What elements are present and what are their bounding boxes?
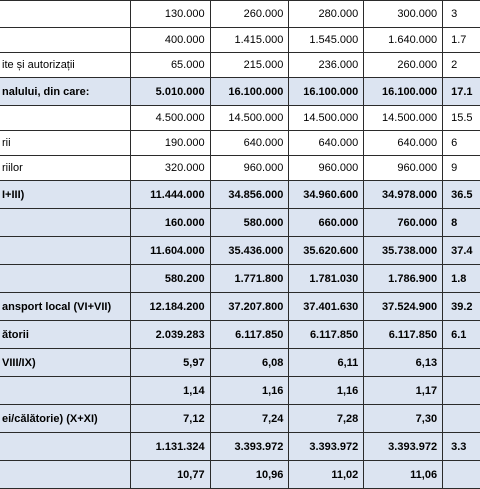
value-cell[interactable]: 37.401.630 xyxy=(289,293,364,321)
value-cell[interactable]: 16.100.000 xyxy=(364,78,443,106)
value-cell[interactable]: 34.978.000 xyxy=(364,181,443,209)
value-cell[interactable]: 6.117.850 xyxy=(364,321,443,349)
value-cell[interactable]: 3 xyxy=(443,1,480,28)
table-row xyxy=(0,28,480,53)
value-cell[interactable]: 11.604.000 xyxy=(130,237,210,265)
value-cell[interactable]: 5.010.000 xyxy=(130,78,210,106)
value-cell[interactable]: 11,02 xyxy=(289,461,364,489)
value-cell[interactable]: 3.3 xyxy=(443,433,480,461)
value-cell[interactable]: 1.781.030 xyxy=(289,265,364,293)
value-cell[interactable]: 39.2 xyxy=(443,293,480,321)
value-cell[interactable]: 11.444.000 xyxy=(130,181,210,209)
value-cell[interactable]: 10,77 xyxy=(130,461,210,489)
value-cell[interactable]: 6.1 xyxy=(443,321,480,349)
table-row xyxy=(0,461,480,489)
value-cell[interactable]: 37.207.800 xyxy=(210,293,289,321)
value-cell[interactable]: 2 xyxy=(443,53,480,78)
row-label-cell[interactable]: riilor xyxy=(0,156,130,181)
value-cell[interactable]: 280.000 xyxy=(289,1,364,28)
row-label-cell[interactable]: ei/călătorie) (X+XI) xyxy=(0,405,130,433)
value-cell[interactable]: 215.000 xyxy=(210,53,289,78)
value-cell[interactable]: 1.786.900 xyxy=(364,265,443,293)
value-cell[interactable]: 8 xyxy=(443,209,480,237)
value-cell[interactable]: 12.184.200 xyxy=(130,293,210,321)
row-label-cell[interactable]: nalului, din care: xyxy=(0,78,130,106)
value-cell[interactable] xyxy=(443,349,480,377)
value-cell[interactable]: 35.436.000 xyxy=(210,237,289,265)
value-cell[interactable]: 16.100.000 xyxy=(210,78,289,106)
row-label-cell[interactable]: ite și autorizații xyxy=(0,53,130,78)
table-row xyxy=(0,321,480,349)
value-cell[interactable]: 7,12 xyxy=(130,405,210,433)
table-row xyxy=(0,209,480,237)
value-cell[interactable]: 760.000 xyxy=(364,209,443,237)
value-cell[interactable]: 400.000 xyxy=(130,28,210,53)
row-label-cell[interactable] xyxy=(0,209,130,237)
value-cell[interactable]: 15.5 xyxy=(443,106,480,131)
value-cell[interactable]: 10,96 xyxy=(210,461,289,489)
value-cell[interactable]: 65.000 xyxy=(130,53,210,78)
value-cell[interactable]: 190.000 xyxy=(130,131,210,156)
table-row xyxy=(0,1,480,28)
table-body xyxy=(0,1,480,489)
row-label-cell[interactable]: VIII/IX) xyxy=(0,349,130,377)
value-cell[interactable]: 3.393.972 xyxy=(364,433,443,461)
value-cell[interactable]: 9 xyxy=(443,156,480,181)
value-cell[interactable]: 1.7 xyxy=(443,28,480,53)
value-cell[interactable]: 36.5 xyxy=(443,181,480,209)
value-cell[interactable]: 7,28 xyxy=(289,405,364,433)
value-cell[interactable]: 960.000 xyxy=(289,156,364,181)
value-cell[interactable]: 580.200 xyxy=(130,265,210,293)
row-label-cell[interactable] xyxy=(0,433,130,461)
value-cell[interactable]: 640.000 xyxy=(364,131,443,156)
value-cell[interactable]: 7,24 xyxy=(210,405,289,433)
value-cell[interactable]: 1.640.000 xyxy=(364,28,443,53)
value-cell[interactable]: 236.000 xyxy=(289,53,364,78)
value-cell[interactable]: 3.393.972 xyxy=(210,433,289,461)
table-row xyxy=(0,405,480,433)
value-cell[interactable]: 6,13 xyxy=(364,349,443,377)
row-label-cell[interactable] xyxy=(0,237,130,265)
value-cell[interactable]: 130.000 xyxy=(130,1,210,28)
value-cell[interactable]: 6.117.850 xyxy=(210,321,289,349)
row-label-cell[interactable] xyxy=(0,28,130,53)
table-row xyxy=(0,293,480,321)
value-cell[interactable]: 960.000 xyxy=(364,156,443,181)
value-cell[interactable]: 16.100.000 xyxy=(289,78,364,106)
row-label-cell[interactable]: ansport local (VI+VII) xyxy=(0,293,130,321)
value-cell[interactable]: 17.1 xyxy=(443,78,480,106)
value-cell[interactable]: 37.4 xyxy=(443,237,480,265)
value-cell[interactable] xyxy=(443,377,480,405)
value-cell[interactable]: 1,14 xyxy=(130,377,210,405)
table-row xyxy=(0,349,480,377)
value-cell[interactable]: 660.000 xyxy=(289,209,364,237)
value-cell[interactable]: 34.960.600 xyxy=(289,181,364,209)
table-row xyxy=(0,237,480,265)
value-cell[interactable]: 35.738.000 xyxy=(364,237,443,265)
value-cell[interactable]: 6,11 xyxy=(289,349,364,377)
value-cell[interactable]: 2.039.283 xyxy=(130,321,210,349)
value-cell[interactable]: 37.524.900 xyxy=(364,293,443,321)
value-cell[interactable]: 1.545.000 xyxy=(289,28,364,53)
table-row xyxy=(0,156,480,181)
value-cell[interactable]: 580.000 xyxy=(210,209,289,237)
value-cell[interactable]: 260.000 xyxy=(364,53,443,78)
value-cell[interactable]: 34.856.000 xyxy=(210,181,289,209)
table-row xyxy=(0,377,480,405)
value-cell[interactable]: 1,17 xyxy=(364,377,443,405)
value-cell[interactable]: 300.000 xyxy=(364,1,443,28)
value-cell[interactable]: 4.500.000 xyxy=(130,106,210,131)
value-cell[interactable]: 6.117.850 xyxy=(289,321,364,349)
value-cell[interactable]: 1,16 xyxy=(289,377,364,405)
row-label-cell[interactable] xyxy=(0,377,130,405)
value-cell[interactable]: 1.771.800 xyxy=(210,265,289,293)
table-row xyxy=(0,106,480,131)
table-row xyxy=(0,433,480,461)
table-row xyxy=(0,53,480,78)
value-cell[interactable]: 260.000 xyxy=(210,1,289,28)
row-label-cell[interactable] xyxy=(0,461,130,489)
table-row xyxy=(0,265,480,293)
table-row xyxy=(0,131,480,156)
value-cell[interactable]: 14.500.000 xyxy=(364,106,443,131)
value-cell[interactable]: 35.620.600 xyxy=(289,237,364,265)
row-label-cell[interactable] xyxy=(0,106,130,131)
value-cell[interactable]: 320.000 xyxy=(130,156,210,181)
row-label-cell[interactable]: rii xyxy=(0,131,130,156)
value-cell[interactable]: 1.415.000 xyxy=(210,28,289,53)
value-cell[interactable]: 960.000 xyxy=(210,156,289,181)
value-cell[interactable]: 160.000 xyxy=(130,209,210,237)
table-row xyxy=(0,181,480,209)
value-cell[interactable]: 14.500.000 xyxy=(289,106,364,131)
value-cell[interactable]: 7,30 xyxy=(364,405,443,433)
value-cell[interactable]: 6,08 xyxy=(210,349,289,377)
value-cell[interactable]: 640.000 xyxy=(210,131,289,156)
row-label-cell[interactable] xyxy=(0,265,130,293)
value-cell[interactable]: 1.8 xyxy=(443,265,480,293)
value-cell[interactable]: 1.131.324 xyxy=(130,433,210,461)
value-cell[interactable] xyxy=(443,461,480,489)
row-label-cell[interactable]: ătorii xyxy=(0,321,130,349)
value-cell[interactable]: 11,06 xyxy=(364,461,443,489)
value-cell[interactable]: 5,97 xyxy=(130,349,210,377)
row-label-cell[interactable]: I+III) xyxy=(0,181,130,209)
value-cell[interactable]: 640.000 xyxy=(289,131,364,156)
value-cell[interactable]: 3.393.972 xyxy=(289,433,364,461)
value-cell[interactable]: 14.500.000 xyxy=(210,106,289,131)
row-label-cell[interactable] xyxy=(0,1,130,28)
table-row xyxy=(0,78,480,106)
value-cell[interactable]: 1,16 xyxy=(210,377,289,405)
value-cell[interactable] xyxy=(443,405,480,433)
value-cell[interactable]: 6 xyxy=(443,131,480,156)
